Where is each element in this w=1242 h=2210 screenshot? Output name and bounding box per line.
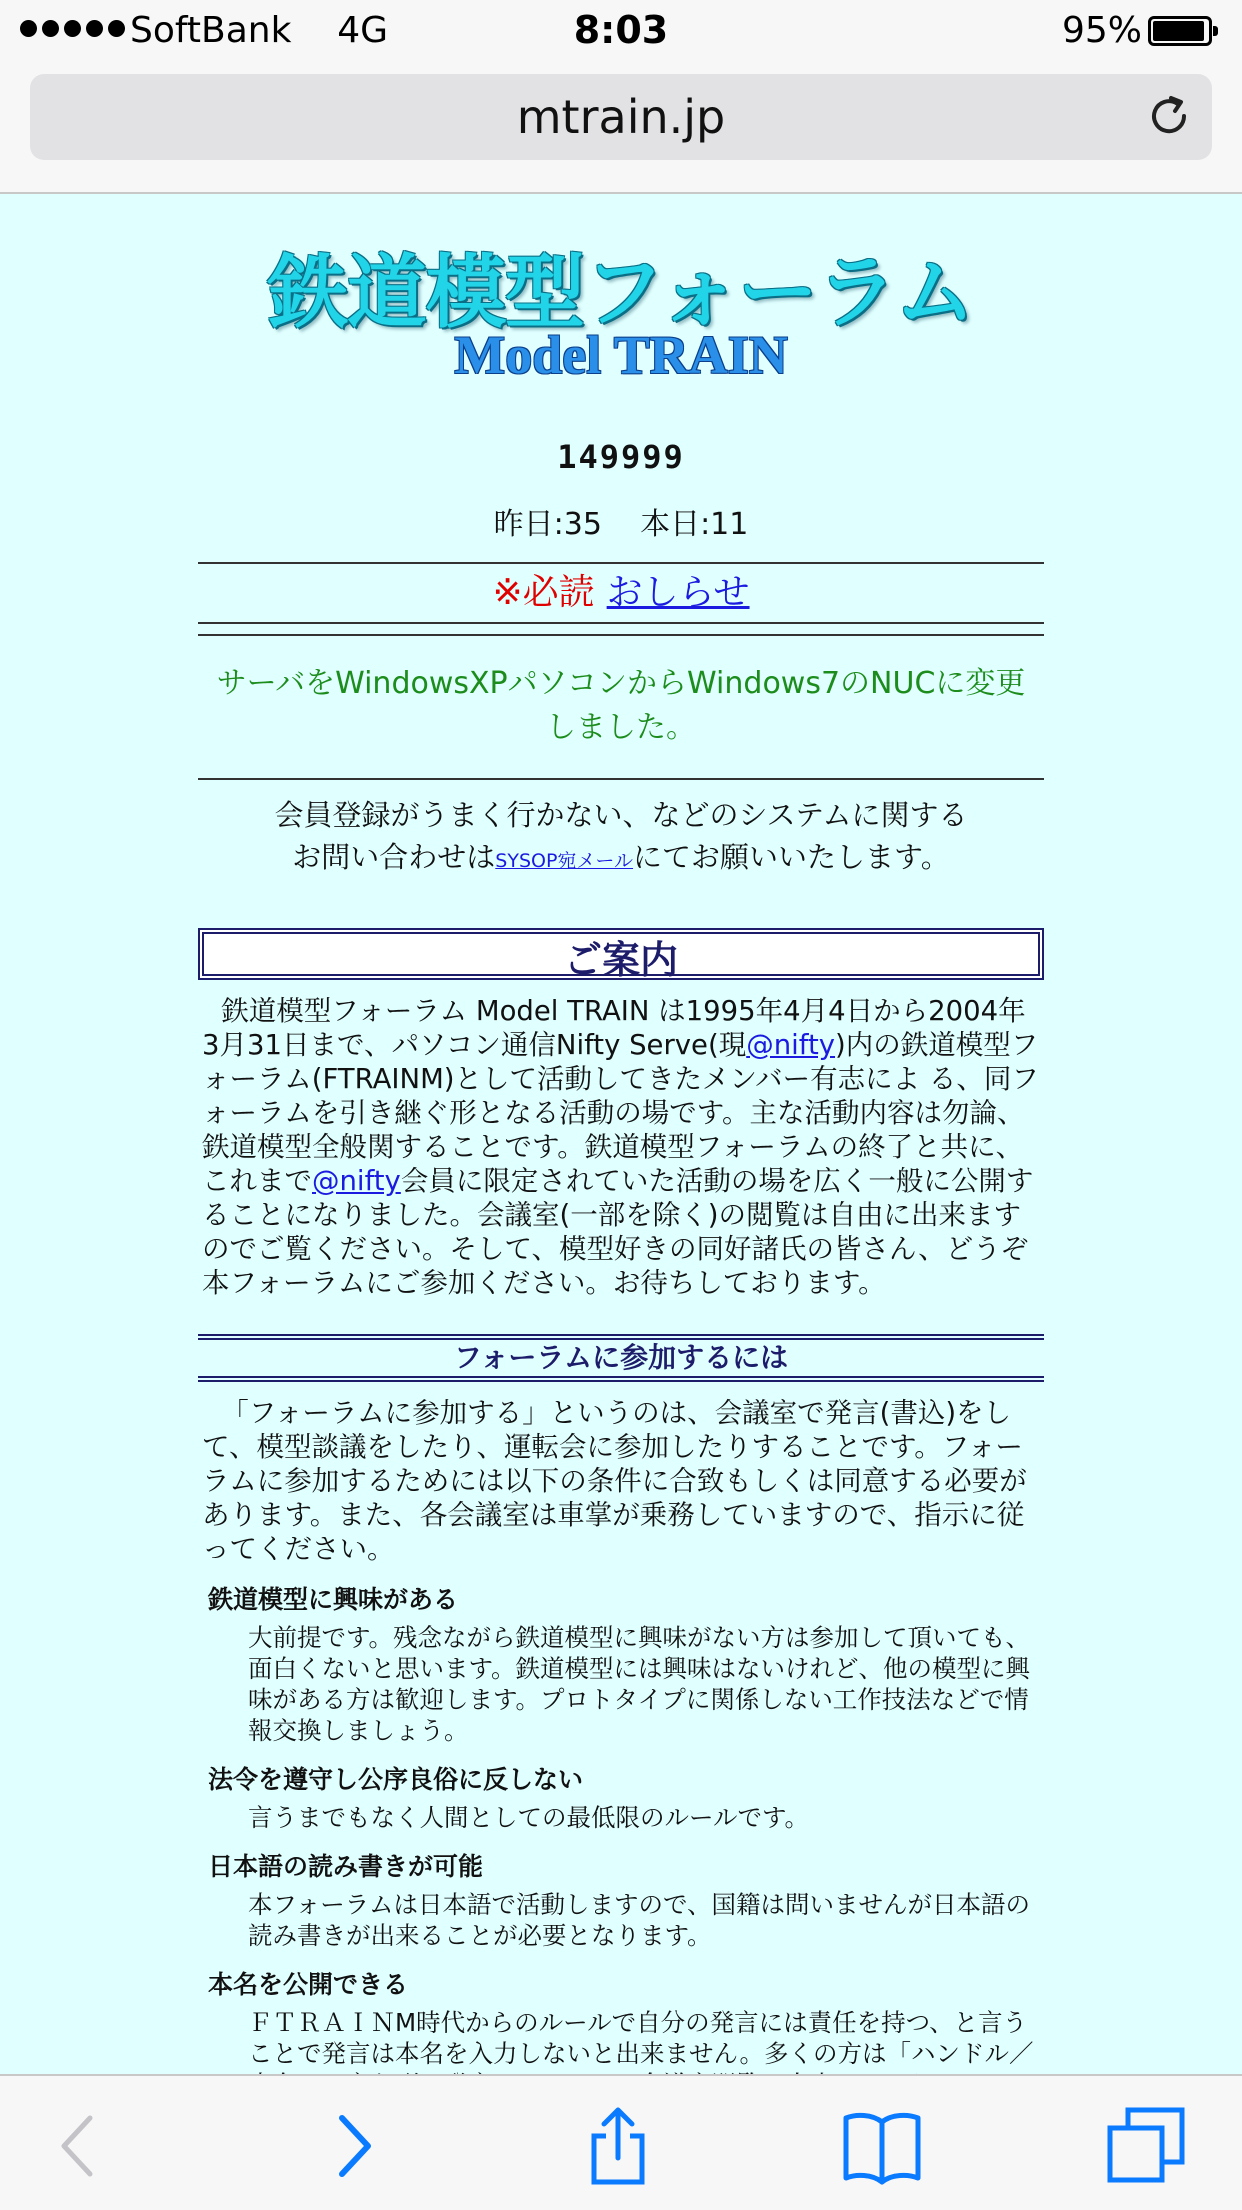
condition-title: 法令を遵守し公序良俗に反しない [208, 1765, 584, 1794]
access-counter: 149999 [557, 438, 685, 476]
book-icon[interactable] [842, 2106, 922, 2186]
carrier-label: SoftBank [130, 10, 292, 51]
join-intro: 「フォーラムに参加する」というのは、会議室で発言(書込)をして、模型談議をしたり、運転会に参加したりすることです。フォーラムに参加するためには以下の条件に合致もしくは同意する必要があります。また、各会議室は車掌が乗務していますので、指示に従ってください。 [202, 1397, 1027, 1565]
reload-icon[interactable] [1144, 92, 1194, 142]
contact-suffix: にてお願いいたします。 [633, 840, 950, 874]
condition-title: 鉄道模型に興味がある [208, 1585, 459, 1614]
contact-info [198, 780, 1044, 882]
share-icon[interactable] [578, 2106, 658, 2186]
sysop-mail-link[interactable]: SYSOP宛メール [495, 850, 634, 872]
status-clock: 8:03 [573, 8, 669, 52]
guide-heading: ご案内 [198, 928, 1044, 980]
guide-text-2: )内の鉄道模型フォーラム(FTRAINM)として活動してきたメンバー有志によ る、同フォーラムを引き継ぐ形となる活動の場です。主な活動内容は勿論、鉄道模型全般関することです。鉄道模型フォーラムの終了と共に、これまで [202, 1029, 1039, 1197]
browser-top-chrome [0, 0, 1242, 194]
page-content [198, 192, 1044, 2100]
nifty-link[interactable]: @nifty [746, 1029, 836, 1061]
visit-stats [198, 500, 1044, 550]
status-bar [0, 0, 1242, 62]
condition-list [198, 1584, 1044, 2100]
logo-title-jp: 鉄道模型フォーラム [267, 246, 975, 339]
contact-line-2 [198, 836, 1044, 882]
condition-title: 日本語の読み書きが可能 [208, 1852, 484, 1881]
battery-icon [1148, 16, 1212, 46]
condition-desc: 大前提です。残念ながら鉄道模型に興味がない方は参加して頂いても、面白くないと思います。鉄道模型には興味はないけれど、他の模型に興味がある方は歓迎します。プロトタイプに関係しない工作技法などで情報交換しましょう。 [248, 1623, 1031, 1745]
condition-desc: 本フォーラムは日本語で活動しますので、国籍は問いませんが日本語の読み書きが出来ることが必要となります。 [248, 1890, 1031, 1950]
divider [198, 622, 1044, 624]
visits-yesterday: 昨日:35 [493, 507, 602, 542]
contact-prefix: お問い合わせは [292, 840, 496, 874]
guide-text-3: 会員に限定されていた活動の場を広く一般に公開することになりました。会議室(一部を除く)の閲覧は自由に出来ますのでご覧ください。そして、模型好きの同好諸氏の皆さん、どうぞ本フォーラムにご参加ください。お待ちしております。 [202, 1165, 1034, 1299]
join-heading: フォーラムに参加するには [198, 1334, 1044, 1382]
condition-title: 本名を公開できる [208, 1970, 409, 1999]
battery-percent: 95% [1061, 10, 1142, 51]
guide-text-1: 鉄道模型フォーラム Model TRAIN は1995年4月4日から2004年3月31日まで、パソコン通信Nifty Serve(現 [202, 995, 1026, 1061]
chevron-right-icon[interactable] [312, 2106, 392, 2186]
network-type: 4G [337, 10, 389, 51]
url-text[interactable]: mtrain.jp [516, 90, 726, 144]
nifty-link[interactable]: @nifty [312, 1165, 401, 1197]
condition-desc: ＦＴＲＡＩＮM時代からのルールで自分の発言には責任を持つ、と言うことで発言は本名を入力しないと出来ません。多くの方は「ハンドル／ [248, 2008, 1034, 2068]
guide-text [198, 994, 1044, 1300]
must-read-label: ※必読 [492, 572, 595, 613]
server-change-message: サーバをWindowsXPパソコンからWindows7のNUCに変更しました。 [216, 666, 1026, 745]
chevron-left-icon[interactable] [40, 2106, 120, 2186]
logo-title-en: Model TRAIN [454, 325, 788, 385]
notice-row [198, 564, 1044, 622]
browser-toolbar [0, 2074, 1242, 2210]
site-logo [198, 192, 1044, 432]
condition-desc: 言うまでもなく人間としての最低限のルールです。 [248, 1803, 810, 1832]
visits-today: 本日:11 [640, 507, 749, 542]
contact-line-1: 会員登録がうまく行かない、などのシステムに関する [274, 798, 968, 832]
notice-link[interactable]: おしらせ [606, 572, 750, 613]
tabs-icon[interactable] [1106, 2106, 1186, 2186]
address-bar[interactable] [30, 74, 1212, 160]
